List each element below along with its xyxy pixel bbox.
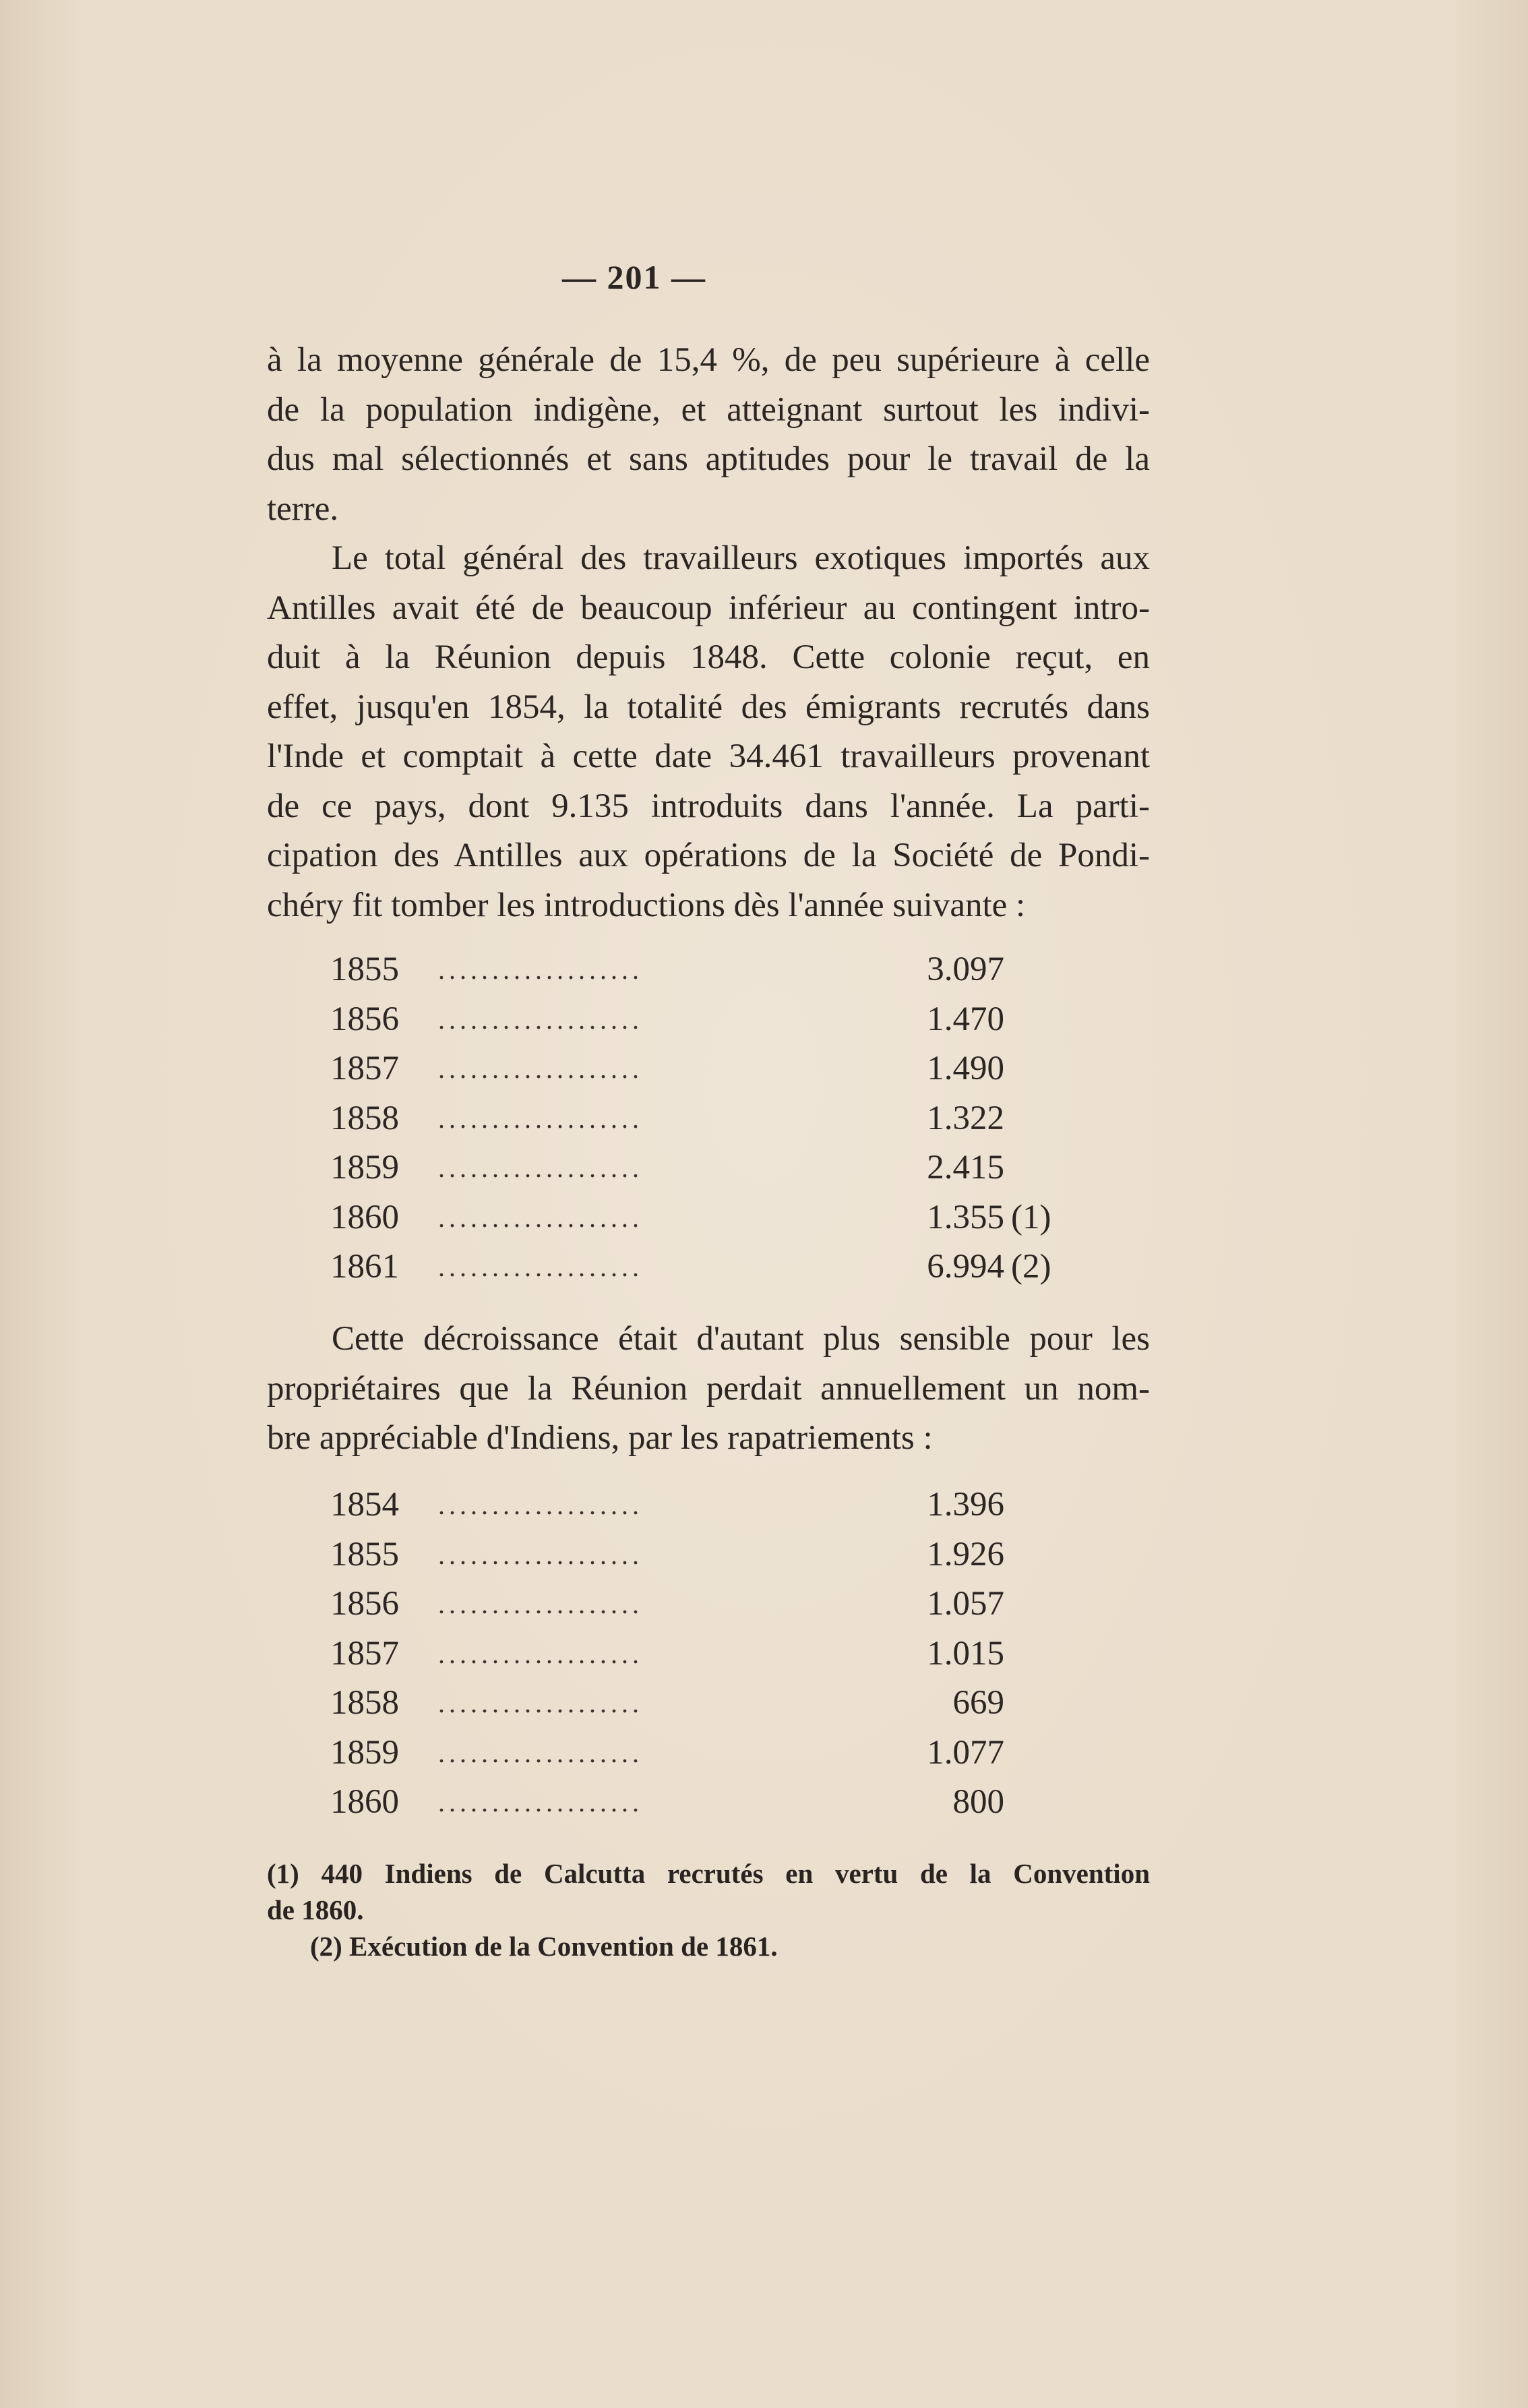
value-cell: 3.097 xyxy=(927,951,1004,988)
dot-leader: ................... xyxy=(438,1490,643,1520)
year-cell: 1856 xyxy=(330,1585,399,1623)
dot-leader: ................... xyxy=(438,1688,643,1718)
value-cell: 2.415 xyxy=(927,1149,1004,1186)
introductions-table xyxy=(330,945,1051,1292)
text-line: propriétaires que la Réunion perdait annuellement un nom- xyxy=(267,1369,1150,1408)
rapatriements-table xyxy=(330,1480,1004,1828)
table-row xyxy=(330,1143,1004,1193)
text-line: dus mal sélectionnés et sans aptitudes pour le travail de la xyxy=(267,440,1150,478)
year-cell: 1857 xyxy=(330,1050,399,1087)
table-row xyxy=(330,1193,1051,1243)
dot-leader: ................... xyxy=(438,1153,643,1183)
value-cell: 669 xyxy=(952,1684,1004,1722)
table-row xyxy=(330,1778,1004,1828)
text-line: terre. xyxy=(267,489,339,528)
dot-leader: ................... xyxy=(438,1252,643,1282)
year-cell: 1859 xyxy=(330,1733,399,1772)
value-cell: 1.355 xyxy=(927,1198,1004,1236)
text-line: effet, jusqu'en 1854, la totalité des émigrants recrutés dans xyxy=(267,688,1150,726)
table-row xyxy=(330,1480,1004,1530)
year-cell: 1860 xyxy=(330,1198,399,1236)
text-line: de ce pays, dont 9.135 introduits dans l'année. La parti- xyxy=(267,787,1150,825)
footnote-ref[interactable]: (1) xyxy=(1011,1198,1051,1236)
text-line: bre appréciable d'Indiens, par les rapatriements : xyxy=(267,1419,933,1457)
value-cell: 1.057 xyxy=(927,1585,1004,1623)
text-line: à la moyenne générale de 15,4 %, de peu supérieure à celle xyxy=(267,341,1150,379)
value-cell: 1.015 xyxy=(927,1634,1004,1673)
table-row xyxy=(330,1728,1004,1778)
text-line: duit à la Réunion depuis 1848. Cette colonie reçut, en xyxy=(267,638,1150,676)
year-cell: 1858 xyxy=(330,1684,399,1722)
dot-leader: ................... xyxy=(438,955,643,985)
dot-leader: ................... xyxy=(438,1737,643,1768)
table-row xyxy=(330,1242,1051,1292)
value-cell: 1.926 xyxy=(927,1535,1004,1573)
dot-leader: ................... xyxy=(438,1004,643,1035)
year-cell: 1858 xyxy=(330,1099,399,1137)
dot-leader: ................... xyxy=(438,1787,643,1817)
dot-leader: ................... xyxy=(438,1589,643,1619)
year-cell: 1857 xyxy=(330,1634,399,1673)
value-cell: 1.470 xyxy=(927,1000,1004,1038)
table-row xyxy=(330,1044,1004,1094)
footnote-line: de 1860. xyxy=(267,1894,364,1925)
footnote-ref[interactable]: (2) xyxy=(1011,1248,1051,1286)
table-row xyxy=(330,1530,1004,1580)
table-row xyxy=(330,1629,1004,1679)
value-cell: 6.994 xyxy=(927,1248,1004,1286)
table-row xyxy=(330,1094,1004,1144)
table-row xyxy=(330,1679,1004,1728)
text-line: Antilles avait été de beaucoup inférieur au contingent intro- xyxy=(267,589,1150,627)
table-row xyxy=(330,945,1004,995)
value-cell: 1.490 xyxy=(927,1050,1004,1087)
year-cell: 1856 xyxy=(330,1000,399,1038)
table-row xyxy=(330,1579,1004,1629)
page-number: — 201 — xyxy=(562,258,706,296)
year-cell: 1854 xyxy=(330,1486,399,1524)
year-cell: 1855 xyxy=(330,951,399,988)
footnote-1 xyxy=(267,1855,1150,1928)
year-cell: 1860 xyxy=(330,1783,399,1821)
text-line: Cette décroissance était d'autant plus sensible pour les xyxy=(332,1320,1150,1358)
text-line: Le total général des travailleurs exotiques importés aux xyxy=(332,539,1150,577)
text-line: chéry fit tomber les introductions dès l'année suivante : xyxy=(267,886,1026,924)
year-cell: 1855 xyxy=(330,1535,399,1573)
paragraph-rapatriements xyxy=(267,1315,1150,1464)
paragraph-continuation xyxy=(267,336,1150,930)
table-row xyxy=(330,995,1004,1045)
text-line: de la population indigène, et atteignant surtout les indivi- xyxy=(267,390,1150,429)
text-line: l'Inde et comptait à cette date 34.461 travailleurs provenant xyxy=(267,738,1150,775)
dot-leader: ................... xyxy=(438,1103,643,1134)
text-line: cipation des Antilles aux opérations de la Société de Pondi- xyxy=(267,837,1150,874)
value-cell: 1.077 xyxy=(927,1733,1004,1772)
footnote-2 xyxy=(267,1928,1150,1964)
year-cell: 1859 xyxy=(330,1149,399,1186)
footnote-line: (1) 440 Indiens de Calcutta recrutés en vertu de la Convention xyxy=(267,1858,1150,1889)
dot-leader: ................... xyxy=(438,1539,643,1570)
footnotes xyxy=(267,1855,1150,1964)
value-cell: 1.396 xyxy=(927,1486,1004,1524)
dot-leader: ................... xyxy=(438,1202,643,1233)
value-cell: 1.322 xyxy=(927,1099,1004,1137)
dot-leader: ................... xyxy=(438,1054,643,1084)
year-cell: 1861 xyxy=(330,1248,399,1286)
footnote-line: (2) Exécution de la Convention de 1861. xyxy=(310,1931,778,1962)
value-cell: 800 xyxy=(952,1783,1004,1821)
dot-leader: ................... xyxy=(438,1638,643,1669)
